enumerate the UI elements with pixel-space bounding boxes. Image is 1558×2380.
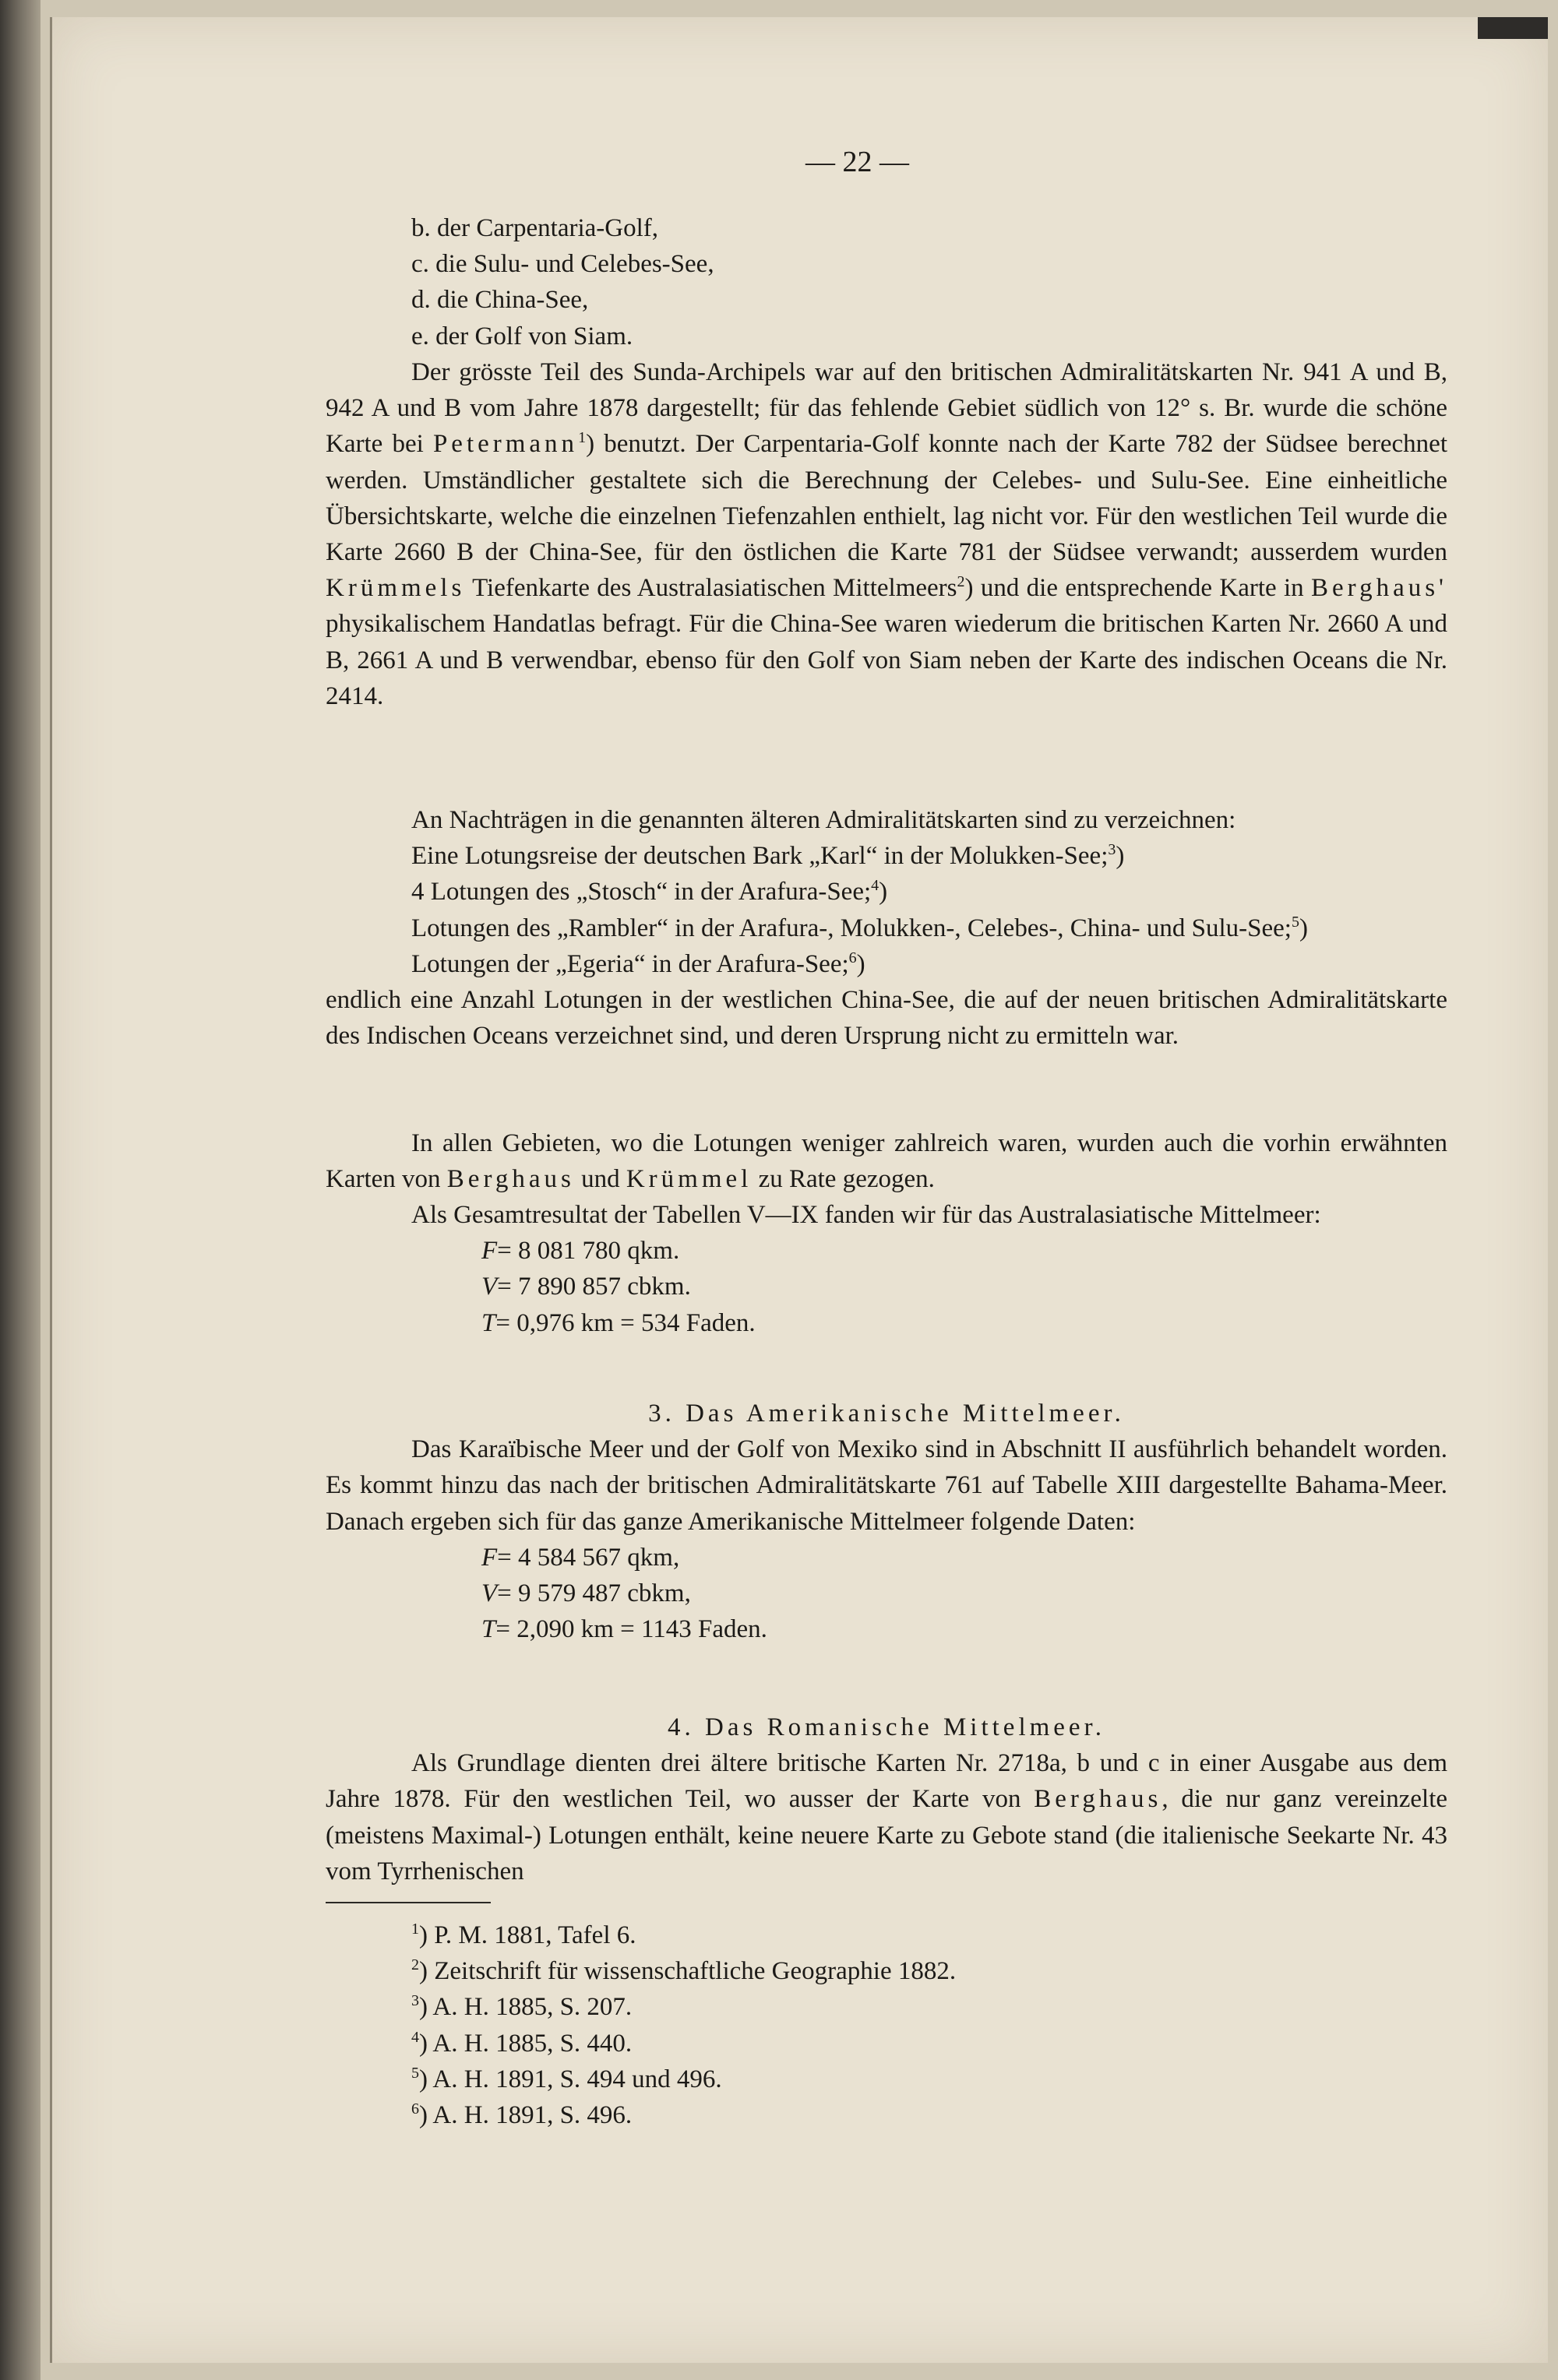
text-run: und die entsprechende Karte in: [980, 574, 1304, 603]
text-run: Der grösste Teil des Sunda-Archipels war auf den britischen Admiralitätskarten Nr. 941 A und B, 942 A und B vom Jahre 1878 dargestellt; für das fehlende Gebiet südlich von 12° s. Br. wurde die schöne Karte bei: [326, 358, 1447, 459]
result-line: T= 2,090 km = 1143 Faden.: [481, 1615, 767, 1644]
result-line: V= 9 579 487 cbkm,: [481, 1579, 691, 1608]
text-run: benutzt. Der Carpentaria-Golf konnte nach der Karte 782 der Südsee berechnet werden. Umständlicher gestaltete sich die Berechnung der Celebes- und Sulu-See. Eine einheitliche Übersichtskarte, welche die einzelnen Tiefenzahlen enthielt, lag nicht vor. Für den westlichen Teil wurde die Karte 2660 B der China-See, für den östlichen die Karte 781 der Südsee verwandt; ausserdem wurden: [326, 430, 1447, 567]
footnote: $^6$) A. H. 1891, S. 496.: [411, 2100, 633, 2130]
list-item: Lotungen der „Egeria“ in der Arafura-See;$^6$): [411, 949, 865, 978]
text-run: , die nur ganz vereinzelte (meistens Maximal-) Lotungen enthält, keine neuere Karte zu Gebote stand (die italienische Seekarte Nr. 43 vom Tyrrhenischen: [326, 1785, 1448, 1885]
footnote-rule: [326, 1902, 491, 1903]
result-line: V= 7 890 857 cbkm.: [481, 1273, 691, 1301]
paragraph-result-1: [326, 1197, 1447, 1341]
text-run: endlich eine Anzahl Lotungen in der westlichen China-See, die auf der neuen britischen Admiralitätskarte des Indischen Oceans verzeichnet sind, und deren Ursprung nicht zu ermitteln war.: [326, 986, 1447, 1051]
footnote-ref: 2: [957, 573, 965, 591]
list-item: e. der Golf von Siam.: [411, 322, 633, 350]
text-run: An Nachträgen in die genannten älteren Admiralitätskarten sind zu verzeichnen:: [411, 806, 1236, 834]
section-3: [326, 1396, 1447, 1647]
page-number: — 22 —: [805, 146, 909, 178]
scan-corner-mark: [1478, 17, 1548, 39]
footnote-ref: 5: [1291, 913, 1299, 931]
footnotes: [326, 1917, 1447, 2133]
author-name: Berghaus': [1311, 574, 1448, 603]
author-name: Berghaus: [446, 1165, 575, 1194]
region-list: [326, 210, 1447, 354]
book-binding: [0, 0, 41, 2380]
author-name: Berghaus: [1034, 1785, 1162, 1814]
footnote-ref: 1: [578, 429, 587, 447]
footnote-ref: 6: [848, 949, 857, 966]
list-item: c. die Sulu- und Celebes-See,: [411, 250, 714, 279]
section-heading: 3. Das Amerikanische Mittelmeer.: [648, 1399, 1125, 1428]
footnote-ref: 3: [1108, 841, 1116, 859]
text-run: und: [581, 1165, 620, 1194]
list-item: Lotungen des „Rambler“ in der Arafura-, Molukken-, Celebes-, China- und Sulu-See;$^5$): [411, 913, 1308, 942]
text-run: physikalischem Handatlas befragt. Für die China-See waren wiederum die britischen Karten Nr. 2660 A und B, 2661 A und B verwendbar, ebenso für den Golf von Siam neben der Karte des indischen Oceans die Nr. 2414.: [326, 610, 1447, 710]
footnote: $^5$) A. H. 1891, S. 494 und 496.: [411, 2064, 722, 2093]
text-run: Als Grundlage dienten drei ältere britische Karten Nr. 2718a, b und c in einer Ausgabe aus dem Jahre 1878. Für den westlichen Teil, wo ausser der Karte von: [326, 1749, 1447, 1814]
footnote: $^1$) P. M. 1881, Tafel 6.: [411, 1921, 636, 1949]
text-run: Als Gesamtresultat der Tabellen V—IX fanden wir für das Australasiatische Mittelmeer:: [411, 1201, 1321, 1229]
paragraph-additions: [326, 802, 1447, 1054]
list-item: 4 Lotungen des „Stosch“ in der Arafura-See;$^4$): [411, 877, 888, 907]
list-item: Eine Lotungsreise der deutschen Bark „Karl“ in der Molukken-See;$^3$): [411, 841, 1125, 871]
section-heading: 4. Das Romanische Mittelmeer.: [668, 1713, 1105, 1741]
result-line: F= 4 584 567 qkm,: [481, 1543, 680, 1572]
footnote: $^3$) A. H. 1885, S. 207.: [411, 1992, 633, 2022]
list-item: b. der Carpentaria-Golf,: [411, 214, 659, 242]
text-run: Das Karaïbische Meer und der Golf von Mexiko sind in Abschnitt II ausführlich behandelt worden. Es kommt hinzu das nach der britischen Admiralitätskarte 761 auf Tabelle XIII dargestellte Bahama-Meer. Danach ergeben sich für das ganze Amerikanische Mittelmeer folgende Daten:: [326, 1435, 1447, 1536]
text-run: Tiefenkarte des Australasiatischen Mittelmeers: [472, 574, 957, 603]
author-name: Krümmels: [326, 574, 466, 603]
author-name: Petermann: [432, 430, 579, 459]
footnote: $^4$) A. H. 1885, S. 440.: [411, 2028, 633, 2058]
author-name: Krümmel: [626, 1165, 753, 1194]
result-line: T= 0,976 km = 534 Faden.: [481, 1308, 756, 1337]
text-run: In allen Gebieten, wo die Lotungen weniger zahlreich waren, wurden auch die vorhin erwähnten Karten von: [326, 1129, 1447, 1194]
footnote: $^2$) Zeitschrift für wissenschaftliche Geographie 1882.: [411, 1956, 957, 1986]
list-item: d. die China-See,: [411, 286, 589, 315]
result-line: F= 8 081 780 qkm.: [481, 1237, 680, 1266]
paragraph-sources: Der grösste Teil des Sunda-Archipels war auf den britischen Admiralitätskarten Nr. 941 A und B, 942 A und B vom Jahre 1878 dargestellt; für das fehlende Gebiet südlich von 12° s. Br. wurde die schöne Karte bei Petermann$^1$) benutzt. Der Carpentaria-Golf konnte nach der Karte 782 der Südsee berechnet werden. Umständlicher gestaltete sich die Berechnung der Celebes- und Sulu-See. Eine einheitliche Übersichtskarte, welche die einzelnen Tiefenzahlen enthielt, lag nicht vor. Für den westlichen Teil wurde die Karte 2660 B der China-See, für den östlichen die Karte 781 der Südsee verwandt; ausserdem wurden Krümmels Tiefenkarte des Australasiatischen Mittelmeers$^2$) und die entsprechende Karte in Berghaus' physikalischem Handatlas befragt. Für die China-See waren wiederum die britischen Karten Nr. 2660 A und B, 2661 A und B verwendbar, ebenso für den Golf von Siam neben der Karte des indischen Oceans die Nr. 2414.: [326, 358, 1448, 710]
footnote-ref: 4: [871, 877, 879, 895]
paragraph-other-maps: [326, 1125, 1447, 1197]
text-run: zu Rate gezogen.: [758, 1165, 935, 1194]
section-4: [326, 1709, 1447, 1889]
